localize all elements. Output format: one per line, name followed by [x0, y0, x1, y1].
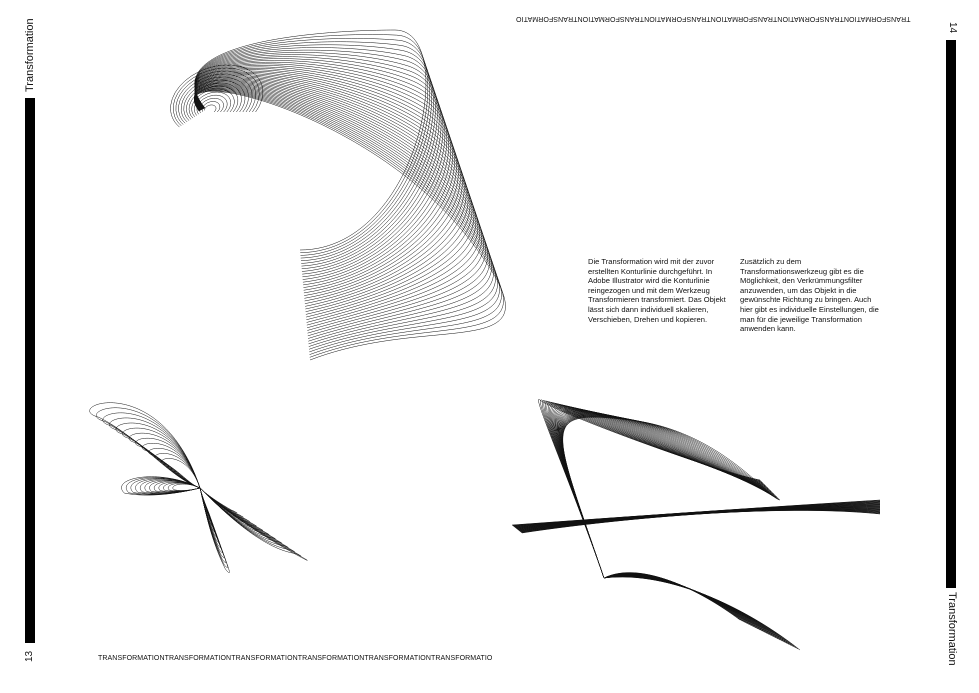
wing-lower-stroke — [604, 575, 773, 636]
wing-lower-stroke — [604, 576, 780, 640]
wing-upper-stroke — [553, 406, 766, 578]
butterfly-wing-stroke — [173, 484, 200, 490]
wing-lower-stroke — [604, 576, 787, 643]
wing-upper-stroke — [553, 405, 767, 578]
wing-upper-stroke — [558, 409, 771, 578]
wing-lower-stroke — [604, 577, 793, 647]
wing-upper-stroke — [561, 414, 775, 578]
butterfly-wing-stroke — [122, 428, 200, 488]
wing-line-illustration — [512, 399, 880, 650]
swirl-line-illustration — [171, 30, 506, 360]
wing-lower-stroke — [604, 573, 749, 624]
wing-horizontal-stroke — [518, 508, 880, 530]
wing-lower-stroke — [604, 576, 778, 639]
wing-horizontal-stroke — [518, 508, 880, 530]
wing-upper-stroke — [545, 402, 762, 578]
body-paragraph: Die Transformation wird mit der zuvor erstellten Konturlinie durchgeführt. In Adobe Illustrator wird die Konturlinie reingezogen und mit dem Werkzeug Transformieren transformiert. Das Objekt lässt sich dann individuell skalieren, Verschieben, Drehen und kopieren. — [588, 257, 726, 324]
swirl-core-stroke — [204, 105, 216, 112]
wing-upper-stroke — [560, 412, 773, 578]
wing-horizontal-stroke — [518, 508, 880, 530]
wing-lower-stroke — [604, 573, 744, 622]
left-section-title: Transformation — [24, 18, 36, 92]
wing-lower-stroke — [604, 575, 762, 631]
wing-upper-stroke — [562, 415, 777, 578]
wing-lower-stroke — [604, 574, 760, 630]
wing-upper-stroke — [554, 406, 767, 578]
right-page-number: 14 — [947, 22, 958, 34]
wing-upper-stroke — [562, 414, 777, 578]
wing-lower-stroke — [604, 573, 740, 620]
wing-lower-stroke — [604, 574, 756, 628]
swirl-stroke — [194, 87, 493, 344]
wing-lower-stroke — [604, 575, 765, 633]
wing-lower-stroke — [604, 577, 791, 646]
wing-lower-stroke — [604, 576, 775, 638]
wing-lower-stroke — [604, 576, 785, 642]
wing-lower-stroke — [604, 576, 789, 644]
wing-lower-stroke — [604, 576, 782, 641]
wing-upper-stroke — [544, 401, 762, 578]
wing-lower-stroke — [604, 574, 751, 626]
wing-lower-stroke — [604, 573, 745, 623]
right-header-runner: TRANSFORMATIONTRANSFORMATIONTRANSFORMATIONTRANSFORMATIONTRANSFORMATIONTRANSFORMATIO — [516, 15, 911, 22]
wing-upper-stroke — [560, 411, 773, 578]
wing-lower-stroke — [604, 576, 776, 639]
swirl-stroke — [195, 67, 455, 290]
wing-lower-stroke — [604, 573, 742, 621]
wing-lower-stroke — [604, 574, 755, 627]
wing-lower-stroke — [604, 577, 795, 648]
wing-lower-stroke — [604, 576, 784, 642]
wing-lower-stroke — [604, 575, 767, 634]
wing-lower-stroke — [604, 577, 800, 650]
wing-lower-stroke — [604, 575, 769, 634]
wing-upper-stroke — [557, 408, 770, 578]
swirl-core-stroke — [202, 101, 220, 112]
swirl-stroke — [195, 84, 486, 333]
left-page-number: 13 — [24, 650, 35, 662]
wing-lower-stroke — [604, 574, 758, 629]
butterfly-line-illustration — [90, 403, 308, 573]
wing-lower-stroke — [604, 574, 753, 627]
wing-lower-stroke — [604, 577, 798, 649]
wing-lower-stroke — [604, 575, 771, 635]
right-section-title: Transformation — [946, 592, 958, 666]
wing-lower-stroke — [604, 573, 747, 623]
swirl-stroke — [194, 88, 495, 347]
swirl-stroke — [194, 87, 491, 342]
wing-lower-stroke — [604, 577, 796, 648]
body-paragraph: Zusätzlich zu dem Transformationswerkzeug gibt es die Möglichkeit, den Verkrümmungsfilter anzuwenden, um das Objekt in die gewünschte Richtung zu bringen. Auch hier gibt es individuelle Einstellungen, die man für die jeweilige Transformation anwenden kann. — [740, 257, 879, 334]
left-footer-runner: TRANSFORMATIONTRANSFORMATIONTRANSFORMATIONTRANSFORMATIONTRANSFORMATIONTRANSFORMATIO — [98, 655, 493, 662]
wing-lower-stroke — [604, 575, 764, 632]
butterfly-wing-stroke — [131, 478, 200, 494]
swirl-stroke — [195, 79, 474, 317]
wing-upper-stroke — [542, 400, 761, 578]
wing-upper-stroke — [562, 416, 778, 578]
swirl-stroke — [195, 65, 453, 287]
